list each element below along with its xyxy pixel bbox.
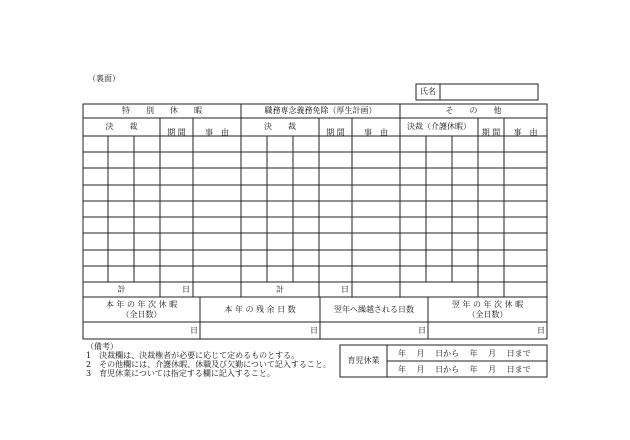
note-item-3: 3 育児休業については指定する欄に記入すること。 [86, 369, 275, 378]
total-unit-2: 日 [341, 285, 349, 294]
total-label-1: 計 [117, 285, 126, 294]
col-decision-care: 決裁（介護休暇） [407, 122, 471, 131]
section-special-leave: 特 別 休 暇 [122, 106, 202, 115]
summary-unit-2: 日 [310, 326, 318, 335]
summary-annual-next-year: 翌 年 の 年 次 休 暇 [451, 300, 524, 309]
summary-annual-this-year-sub: （全日数） [121, 310, 162, 319]
col-reason-1: 事 由 [205, 128, 229, 137]
childcare-label: 育児休業 [347, 356, 380, 365]
col-period-1: 期 間 [167, 128, 186, 137]
summary-annual-this-year: 本 年 の 年 次 休 暇 [105, 300, 178, 309]
col-reason-2: 事 由 [364, 128, 388, 137]
summary-carryover: 翌年へ繰越される日数 [334, 305, 414, 314]
childcare-period-1: 年 月 日から 年 月 日まで [398, 349, 531, 358]
notes-title: （備考） [86, 342, 118, 351]
section-other: そ の 他 [445, 106, 502, 115]
col-reason-3: 事 由 [513, 128, 538, 137]
note-item-1: 1 決裁欄は、決裁権者が必要に応じて定めるものとする。 [86, 351, 300, 360]
name-label: 氏名 [420, 87, 436, 96]
summary-unit-3: 日 [418, 326, 426, 335]
note-item-2: 2 その他欄には、介護休暇、休職及び欠勤について記入すること。 [86, 360, 331, 369]
summary-unit-1: 日 [190, 326, 198, 335]
col-decision-1: 決 裁 [105, 122, 138, 131]
col-decision-2: 決 裁 [264, 122, 296, 131]
childcare-period-2: 年 月 日から 年 月 日まで [398, 365, 531, 374]
col-period-3: 期 間 [481, 128, 501, 137]
total-unit-1: 日 [182, 285, 190, 294]
col-period-2: 期 間 [326, 128, 345, 137]
summary-annual-next-year-sub: （全日数） [467, 310, 508, 319]
summary-unit-4: 日 [537, 326, 545, 335]
name-field[interactable] [441, 85, 537, 99]
total-label-2: 計 [276, 285, 284, 294]
page-side-label: （裏面） [88, 74, 120, 83]
summary-remaining: 本 年 の 残 余 日 数 [224, 305, 296, 314]
section-duty-exemption: 職務専念義務免除（厚生計画） [264, 106, 377, 115]
